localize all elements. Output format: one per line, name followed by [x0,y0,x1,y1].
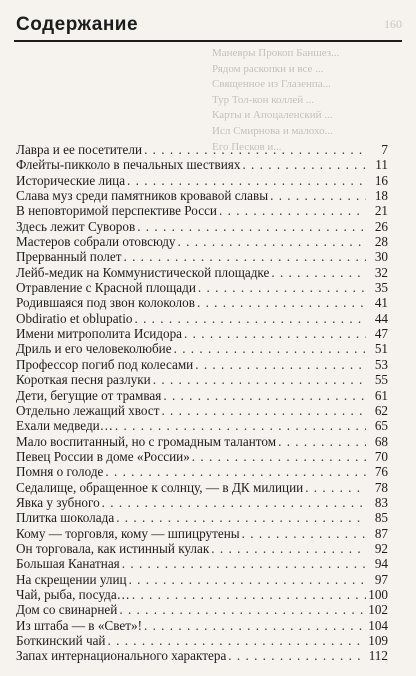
dot-leader [270,188,366,203]
toc-entry-page: 68 [374,433,388,449]
dot-leader [122,556,366,571]
dot-leader [153,372,366,387]
bleed-through-text [212,46,402,155]
toc-entry-page: 97 [374,571,388,587]
toc-entry-page: 28 [374,234,388,250]
dot-leader [132,587,366,602]
toc-entry-page: 41 [374,295,388,311]
toc-entry [16,203,388,218]
toc-entry [16,418,388,433]
toc-entry-page: 85 [374,510,388,526]
bleed-through-line: Священное из Глазенпа... [212,78,331,91]
toc-entry-title: Лавра и ее посетители [16,142,143,157]
toc-entry-title: Большая Канатная [16,556,120,572]
toc-entry-page: 16 [374,172,388,188]
toc-entry-page: 92 [374,540,388,556]
toc-entry [16,541,388,556]
toc-entry [16,526,388,541]
dot-leader [198,280,366,295]
toc-entry-title: Отдельно лежащий хвост [16,402,160,418]
toc-entry-page: 62 [374,402,388,418]
toc-entry-title: Чай, рыба, посуда… [16,586,130,602]
toc-entry-page: 100 [368,586,388,602]
toc-entry [16,188,388,203]
toc-entry [16,480,388,495]
dot-leader [163,388,366,403]
toc-entry-page: 51 [374,341,388,357]
dot-leader [228,648,366,663]
dot-leader [144,142,366,157]
dot-leader [195,357,366,372]
dot-leader [127,173,366,188]
toc-entry-title: Певец России в доме «России» [16,448,190,464]
toc-entry [16,510,388,525]
toc-entry [16,326,388,341]
toc-entry [16,403,388,418]
toc-entry [16,311,388,326]
bleed-through-line: Маневры Прокоп Баншез... [212,47,340,59]
toc-entry-title: Здесь лежит Суворов [16,218,136,234]
toc-entry-page: 47 [374,326,388,342]
toc-entry [16,357,388,372]
bleed-through-line: Исл Смирнова и малохо... [212,124,333,137]
toc-entry [16,633,388,648]
toc-entry [16,142,388,157]
toc-entry [16,648,388,663]
toc-entry-title: Мало воспитанный, но с громадным талантом [16,433,277,449]
toc-entry-page: 76 [374,464,388,480]
toc-entry-page: 11 [375,157,388,173]
toc-entry-title: Флейты-пикколо в печальных шествиях [16,157,241,173]
toc-entry [16,234,388,249]
toc-entry-page: 65 [374,418,388,434]
toc-entry-title: Дриль и его человеколюбие [16,341,172,357]
toc-entry [16,587,388,602]
dot-leader [144,618,366,633]
toc-entry [16,372,388,387]
toc-entry-page: 112 [368,648,388,664]
toc-entry-page: 70 [374,448,388,464]
toc-entry-title: Мастеров собрали отовсюду [16,234,176,250]
bleed-through-line: Тур Тол-кон коллей ... [212,93,315,106]
page-title: Содержание [16,14,139,35]
toc-entry-title: На скрещении улиц [16,571,127,587]
toc-entry-page: 35 [374,280,388,296]
dot-leader [242,526,366,541]
toc-entry [16,341,388,356]
dot-leader [123,249,366,264]
toc-entry-title: Слава муз среди памятников кровавой славы [16,188,269,204]
dot-leader [219,203,366,218]
toc-entry-page: 109 [368,633,388,648]
toc-entry-title: Запах интернационального характера [16,648,227,664]
toc-entry [16,572,388,587]
toc-entry-title: Явка у зубного [16,494,100,510]
toc-entry-title: В неповторимой перспективе Росси [16,203,217,219]
dot-leader [278,434,366,449]
dot-leader [211,541,366,556]
toc-entry-title: Короткая песня разлуки [16,372,151,388]
toc-entry-title: Ехали медведи… [16,418,113,434]
toc-entry-title: Obdiratio et oblupatio [16,310,133,326]
toc-entry-page: 53 [374,356,388,372]
dot-leader [178,234,366,249]
toc-entry-page: 32 [374,264,388,280]
toc-entry-title: Боткинский чай [16,633,106,648]
toc-entry [16,618,388,633]
toc-entry-title: Помня о голоде [16,464,104,480]
dot-leader [184,326,366,341]
toc-entry-title: Исторические лица [16,172,126,188]
toc-entry-page: 55 [374,372,388,388]
dot-leader [197,295,366,310]
dot-leader [108,633,367,648]
toc-entry-title: Из штаба — в «Свет»! [16,617,142,633]
toc-entry-page: 102 [368,602,388,618]
bleed-through-line: Его Песков и... [212,140,282,153]
toc-entry [16,265,388,280]
toc-entry [16,495,388,510]
toc-entry-title: Седалище, обращенное к солнцу, — в ДК милиции [16,479,304,495]
toc-entry-page: 7 [381,142,388,157]
toc-entry-page: 18 [374,188,388,204]
toc-entry [16,602,388,617]
dot-leader [137,219,366,234]
toc-entry-title: Дети, бегущие от трамвая [16,387,162,403]
toc-entry [16,173,388,188]
dot-leader [115,418,366,433]
toc-entry-page: 44 [374,310,388,326]
dot-leader [105,464,366,479]
toc-entry-page: 87 [374,525,388,541]
toc-entry-title: Отравление с Красной площади [16,280,196,296]
toc-entry-title: Имени митрополита Исидора [16,326,183,342]
bleed-through-line: Карты и Апоцаленский ... [212,109,333,122]
toc-entry-title: Плитка шоколада [16,510,115,526]
table-of-contents [16,142,388,664]
dot-leader [242,157,366,172]
toc-entry [16,556,388,571]
bleed-through-line: Рядом раскопки и все ... [212,62,324,75]
dot-leader [134,311,366,326]
toc-entry-title: Кому — торговля, кому — шпицрутены [16,525,240,541]
page-number: 160 [384,17,402,31]
toc-entry [16,464,388,479]
toc-entry [16,280,388,295]
page-header [14,10,402,42]
dot-leader [129,572,366,587]
toc-entry [16,249,388,264]
toc-entry-title: Прерванный полет [16,249,122,265]
dot-leader [271,265,366,280]
toc-entry-page: 78 [374,479,388,495]
toc-entry [16,434,388,449]
dot-leader [305,480,366,495]
toc-entry-page: 94 [374,556,388,572]
toc-entry [16,157,388,172]
toc-entry-page: 21 [374,203,388,219]
toc-entry-page: 61 [374,387,388,403]
dot-leader [102,495,366,510]
dot-leader [174,341,366,356]
toc-entry-page: 30 [374,249,388,265]
toc-entry-page: 104 [368,617,388,633]
toc-entry-page: 83 [374,494,388,510]
toc-entry-title: Дом со свинарней [16,602,118,618]
toc-entry-title: Родившаяся под звон колоколов [16,295,195,311]
toc-entry-title: Он торговала, как истинный кулак [16,540,210,556]
toc-entry [16,219,388,234]
dot-leader [161,403,366,418]
dot-leader [116,510,366,525]
dot-leader [119,602,366,617]
toc-entry [16,388,388,403]
toc-entry-title: Лейб-медик на Коммунистической площадке [16,264,270,280]
toc-entry [16,295,388,310]
toc-entry [16,449,388,464]
toc-entry-title: Профессор погиб под колесами [16,356,194,372]
dot-leader [192,449,366,464]
toc-entry-page: 26 [374,218,388,234]
